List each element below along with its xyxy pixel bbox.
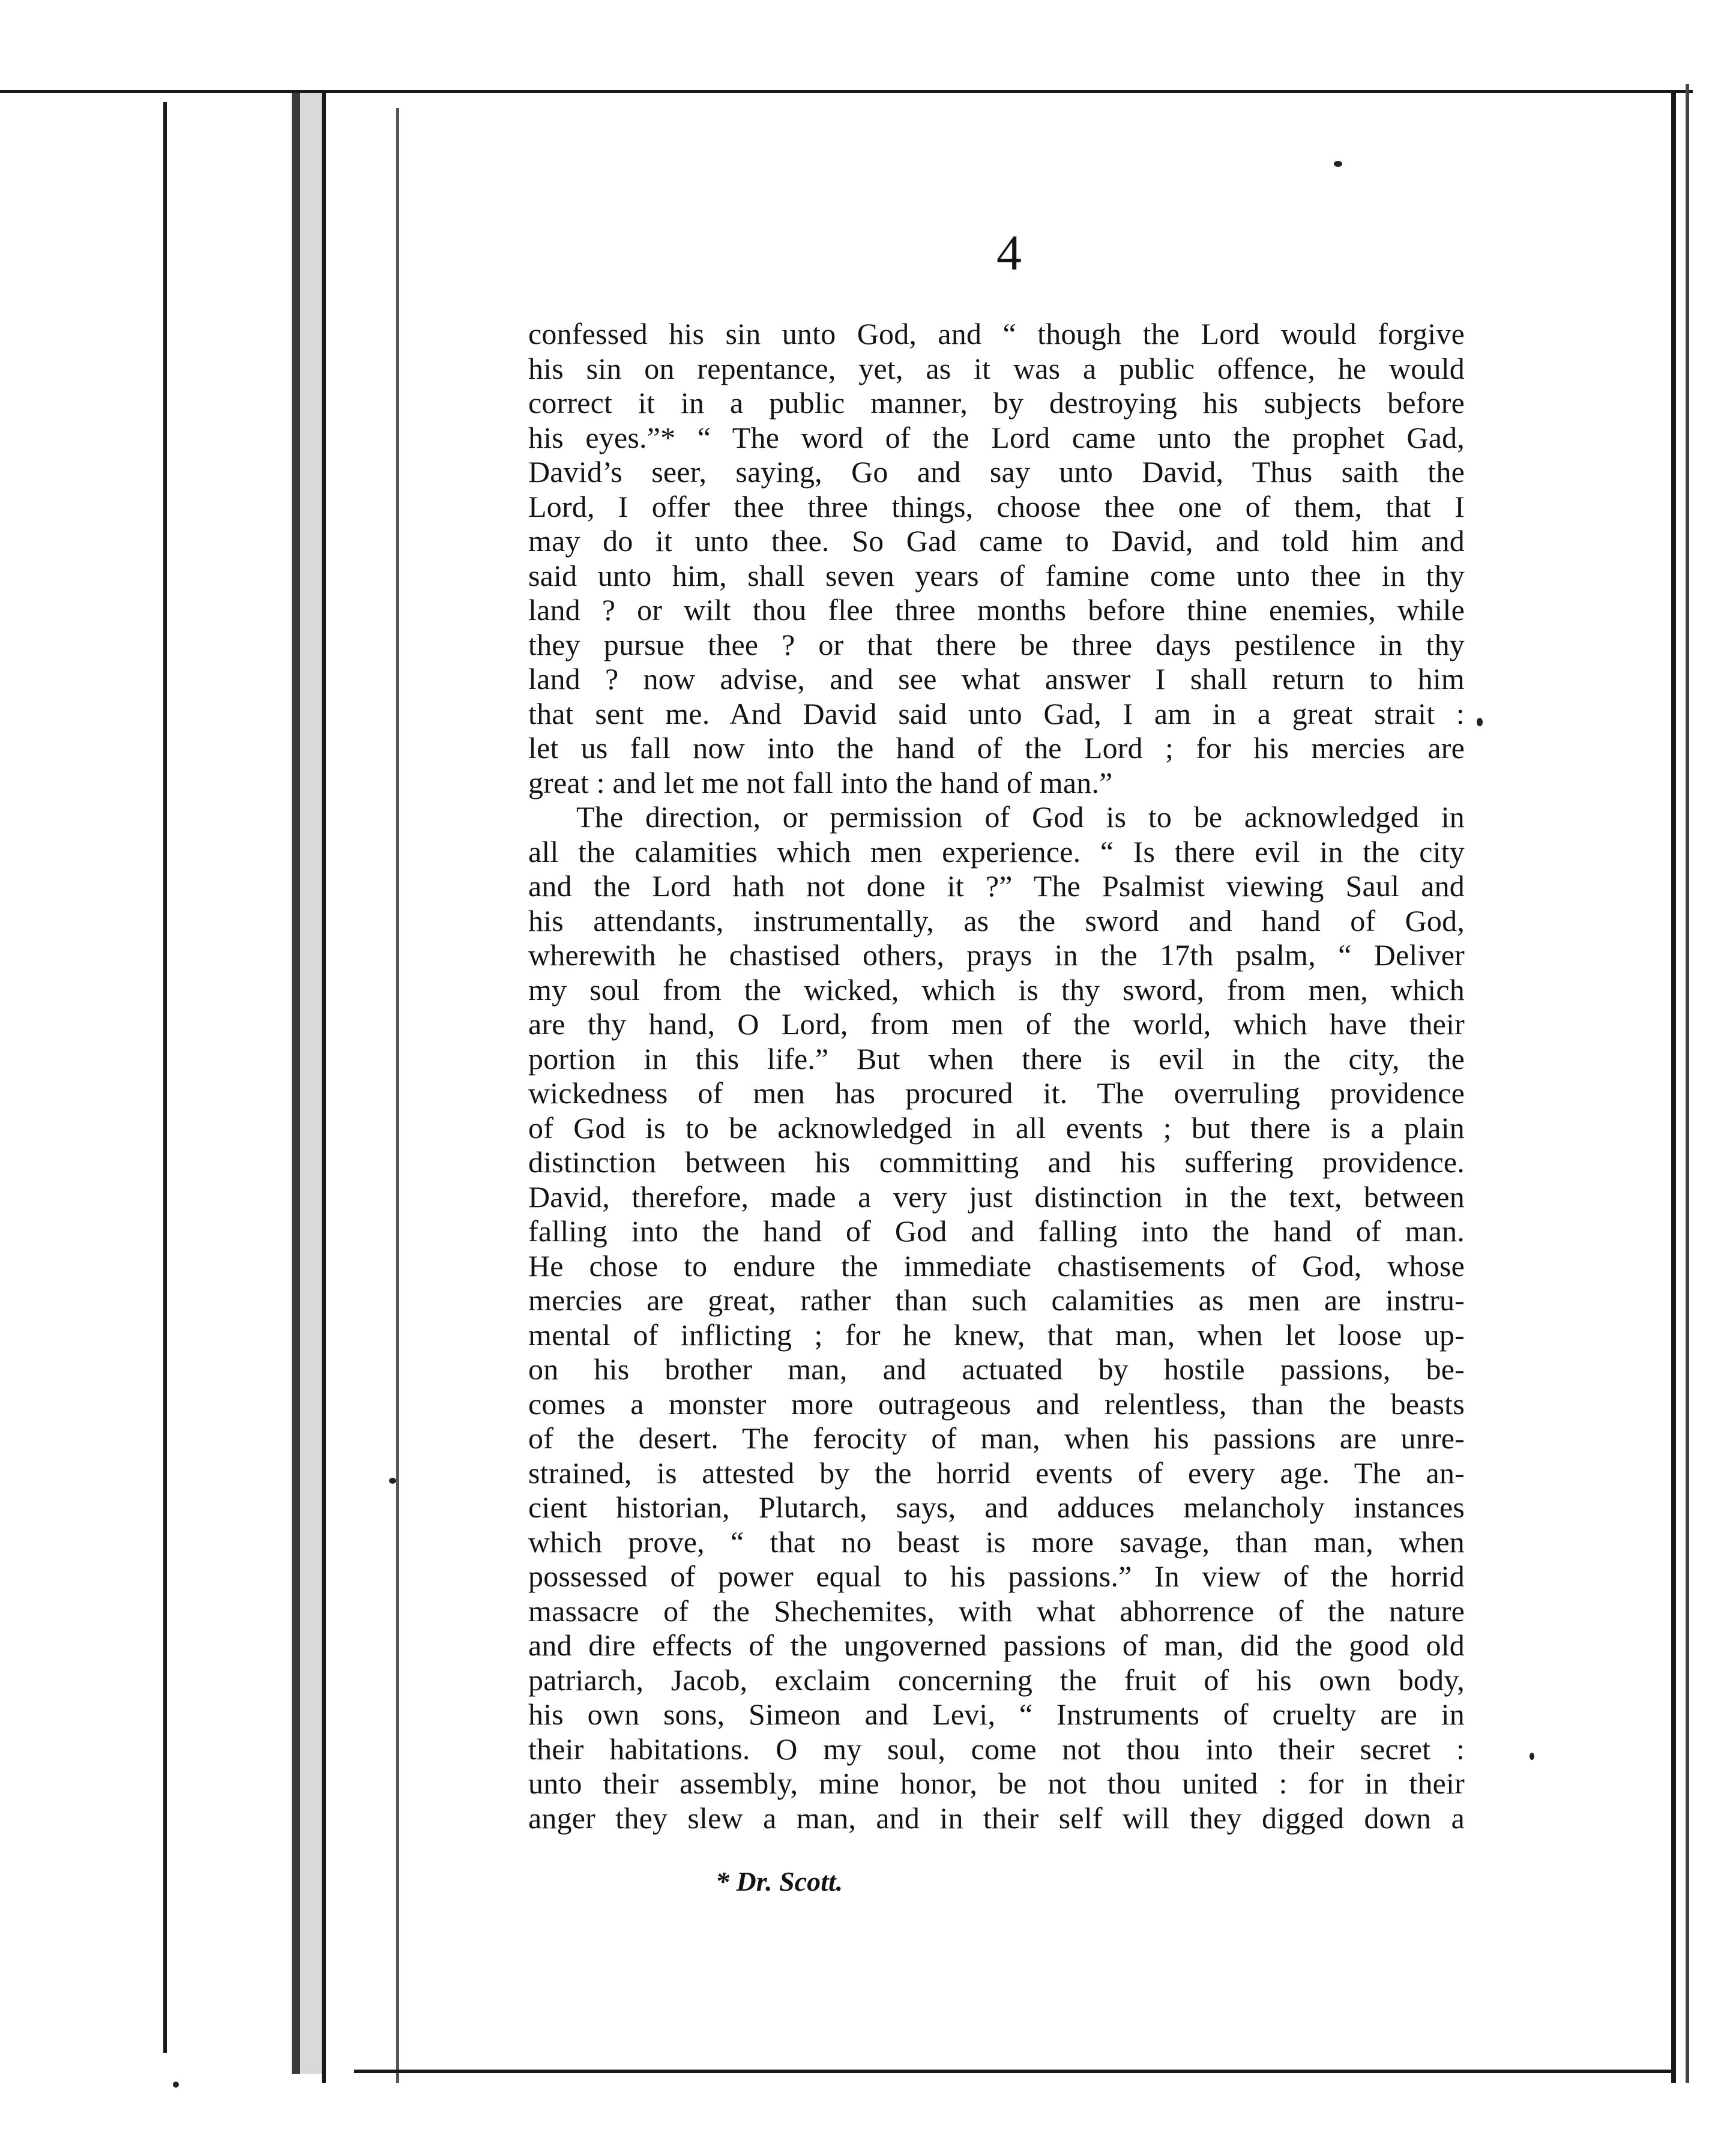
- text-line: David, therefore, made a very just distinction in the text, between: [528, 1179, 1465, 1214]
- text-line: He chose to endure the immediate chastisements of God, whose: [528, 1248, 1465, 1283]
- text-line: wickedness of men has procured it. The overruling providence: [528, 1076, 1465, 1110]
- text-line: and the Lord hath not done it ?” The Psalmist viewing Saul and: [528, 869, 1465, 903]
- text-line: may do it unto thee. So Gad came to David, and told him and: [528, 524, 1465, 558]
- text-line: that sent me. And David said unto Gad, I am in a great strait :: [528, 696, 1465, 730]
- page-top-edge: [0, 90, 1693, 93]
- text-line: distinction between his committing and his suffering providence.: [528, 1145, 1465, 1179]
- text-line: and dire effects of the ungoverned passions of man, did the good old: [528, 1628, 1465, 1662]
- text-line: are thy hand, O Lord, from men of the world, which have their: [528, 1007, 1465, 1041]
- text-line: anger they slew a man, and in their self will they digged down a: [528, 1801, 1465, 1835]
- text-line: his attendants, instrumentally, as the sword and hand of God,: [528, 903, 1465, 938]
- text-line: confessed his sin unto God, and “ though the Lord would forgive: [528, 317, 1465, 351]
- text-line: his sin on repentance, yet, as it was a public offence, he would: [528, 351, 1465, 385]
- text-line: they pursue thee ? or that there be three days pestilence in thy: [528, 627, 1465, 661]
- text-line: strained, is attested by the horrid events of every age. The an-: [528, 1456, 1465, 1490]
- text-line: his own sons, Simeon and Levi, “ Instruments of cruelty are in: [528, 1697, 1465, 1731]
- text-line: correct it in a public manner, by destroying his subjects before: [528, 386, 1465, 420]
- paragraph-start-line: The direction, or permission of God is to be acknowledged in: [576, 800, 1465, 834]
- text-line: Lord, I offer thee three things, choose thee one of them, that I: [528, 489, 1465, 523]
- text-line: let us fall now into the hand of the Lord ; for his mercies are: [528, 731, 1465, 765]
- book-gutter: [300, 93, 322, 2074]
- text-line: unto their assembly, mine honor, be not thou united : for in their: [528, 1766, 1465, 1800]
- text-line: David’s seer, saying, Go and say unto David, Thus saith the: [528, 455, 1465, 489]
- text-line: my soul from the wicked, which is thy sword, from men, which: [528, 972, 1465, 1007]
- text-line: which prove, “ that no beast is more savage, than man, when: [528, 1525, 1465, 1559]
- text-line: comes a monster more outrageous and relentless, than the beasts: [528, 1387, 1465, 1421]
- text-line: land ? now advise, and see what answer I shall return to him: [528, 662, 1465, 696]
- text-line: of the desert. The ferocity of man, when his passions are unre-: [528, 1421, 1465, 1455]
- gutter-edge-line: [322, 90, 326, 2083]
- page-inner-edge: [396, 108, 399, 2083]
- text-line: land ? or wilt thou flee three months before thine enemies, while: [528, 593, 1465, 627]
- text-line: said unto him, shall seven years of famine come unto thee in thy: [528, 558, 1465, 592]
- text-line: on his brother man, and actuated by hostile passions, be-: [528, 1352, 1465, 1386]
- text-line: mercies are great, rather than such calamities as men are instru-: [528, 1283, 1465, 1317]
- text-line: great : and let me not fall into the hand of man.”: [528, 765, 1113, 799]
- text-line: wherewith he chastised others, prays in the 17th psalm, “ Deliver: [528, 938, 1465, 972]
- ink-speck: [173, 2082, 179, 2088]
- ink-speck: [389, 1478, 396, 1484]
- text-line: patriarch, Jacob, exclaim concerning the fruit of his own body,: [528, 1663, 1465, 1697]
- facing-page-edge: [163, 102, 167, 2053]
- text-line: his eyes.”* “ The word of the Lord came unto the prophet Gad,: [528, 420, 1465, 454]
- text-line: falling into the hand of God and falling into the hand of man.: [528, 1214, 1465, 1248]
- text-line: all the calamities which men experience. “ Is there evil in the city: [528, 834, 1465, 869]
- ink-speck: [1530, 1753, 1534, 1760]
- page-right-outer-edge: [1686, 84, 1689, 2083]
- text-line: massacre of the Shechemites, with what abhorrence of the nature: [528, 1594, 1465, 1628]
- text-line: of God is to be acknowledged in all events ; but there is a plain: [528, 1110, 1465, 1145]
- text-line: their habitations. O my soul, come not thou into their secret :: [528, 1732, 1465, 1766]
- text-line: portion in this life.” But when there is evil in the city, the: [528, 1041, 1465, 1076]
- text-line: mental of inflicting ; for he knew, that man, when let loose up-: [528, 1317, 1465, 1352]
- text-line: cient historian, Plutarch, says, and adduces melancholy instances: [528, 1490, 1465, 1524]
- gutter-shadow-line: [292, 93, 300, 2074]
- footnote: * Dr. Scott.: [716, 1866, 843, 1897]
- text-line: possessed of power equal to his passions.” In view of the horrid: [528, 1559, 1465, 1593]
- page-right-edge: [1671, 90, 1676, 2083]
- page-number: 4: [996, 225, 1022, 281]
- ink-speck: [1477, 718, 1483, 726]
- ink-speck: [1334, 161, 1342, 167]
- body-text: [528, 317, 1465, 1835]
- page-bottom-edge: [354, 2070, 1675, 2073]
